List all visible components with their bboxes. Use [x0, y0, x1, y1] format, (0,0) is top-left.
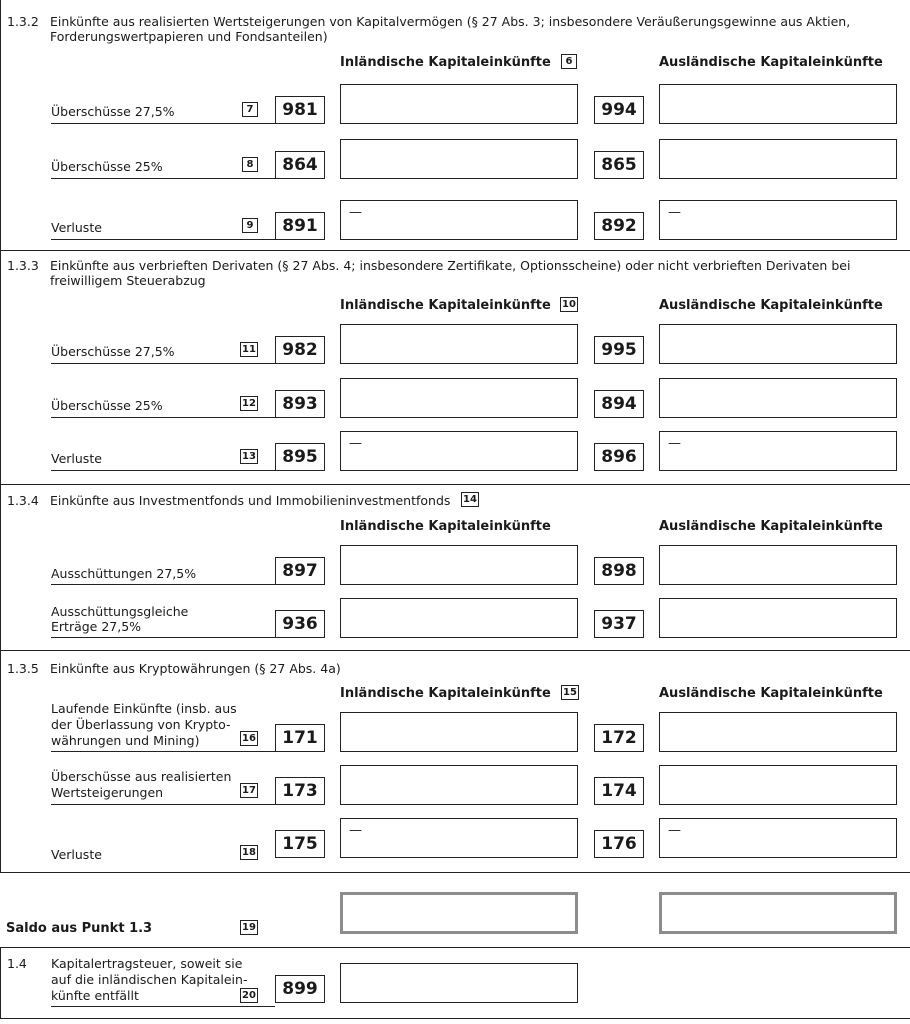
section-divider — [0, 650, 910, 651]
amount-input[interactable] — [659, 765, 897, 805]
amount-input[interactable] — [659, 378, 897, 418]
row-label-line: Kapitalertragsteuer, soweit sie — [51, 956, 243, 971]
section-number: 1.3.2 — [7, 14, 39, 29]
column-header-foreign: Ausländische Kapitaleinkünfte — [659, 55, 883, 70]
row-underline — [51, 239, 275, 240]
kennzahl-box: 982 — [275, 336, 325, 364]
footnote-marker: 20 — [240, 988, 258, 1003]
kennzahl-box: 895 — [275, 443, 325, 471]
amount-input[interactable] — [340, 598, 578, 638]
section-divider — [0, 947, 910, 948]
section-title: Einkünfte aus realisierten Wertsteigerungen von Kapitalvermögen (§ 27 Abs. 3; insbesondere Veräußerungsgewinne aus Aktien, Forderungswertpapieren und Fondsanteilen) — [50, 14, 851, 44]
row-label: Überschüsse 27,5% — [51, 344, 175, 359]
kennzahl-box: 173 — [275, 777, 325, 805]
footnote-marker: 14 — [461, 492, 479, 507]
column-header-foreign: Ausländische Kapitaleinkünfte — [659, 298, 883, 313]
footnote-marker: 18 — [240, 845, 258, 860]
row-underline — [51, 584, 275, 585]
kennzahl-box: 936 — [275, 610, 325, 638]
saldo-domestic-output — [340, 892, 578, 934]
amount-input[interactable] — [659, 139, 897, 179]
section-title: Einkünfte aus verbrieften Derivaten (§ 27 Abs. 4; insbesondere Zertifikate, Optionsscheine) oder nicht verbrieften Derivaten bei freiwilligem Steuerabzug — [50, 258, 851, 288]
section-title: Einkünfte aus Investmentfonds und Immobilieninvestmentfonds — [50, 493, 451, 508]
row-underline — [51, 417, 275, 418]
footnote-marker: 13 — [240, 449, 258, 464]
kennzahl-box: 865 — [594, 151, 644, 179]
amount-input[interactable] — [659, 324, 897, 364]
column-header-domestic: Inländische Kapitaleinkünfte — [340, 298, 551, 313]
row-label-line: währungen und Mining) — [51, 733, 200, 748]
column-header-domestic: Inländische Kapitaleinkünfte — [340, 519, 551, 534]
row-label: Überschüsse 25% — [51, 398, 163, 413]
row-underline — [51, 1006, 275, 1007]
section-divider — [0, 1018, 910, 1019]
kennzahl-box: 176 — [594, 830, 644, 858]
amount-input[interactable]: — — [659, 200, 897, 240]
row-label-line: künfte entfällt — [51, 988, 139, 1003]
kennzahl-box: 994 — [594, 96, 644, 124]
kennzahl-box: 893 — [275, 390, 325, 418]
kennzahl-box: 896 — [594, 443, 644, 471]
footnote-marker: 11 — [240, 342, 258, 357]
amount-input[interactable] — [340, 84, 578, 124]
kennzahl-box: 174 — [594, 777, 644, 805]
section-number: 1.3.4 — [7, 493, 39, 508]
row-label-line: auf die inländischen Kapitalein- — [51, 972, 248, 987]
kennzahl-box: 864 — [275, 151, 325, 179]
amount-input[interactable] — [659, 545, 897, 585]
footnote-marker: 10 — [560, 297, 578, 312]
row-label: Verluste — [51, 220, 102, 235]
section-title: Einkünfte aus Kryptowährungen (§ 27 Abs. 4a) — [50, 661, 341, 676]
footnote-marker: 17 — [240, 783, 258, 798]
row-underline — [51, 363, 275, 364]
saldo-foreign-output — [659, 892, 897, 934]
kennzahl-box: 897 — [275, 557, 325, 585]
kennzahl-box: 172 — [594, 724, 644, 752]
row-label: Ausschüttungen 27,5% — [51, 566, 197, 581]
row-label-line: Erträge 27,5% — [51, 619, 142, 634]
amount-input[interactable] — [340, 545, 578, 585]
section-number: 1.3.3 — [7, 258, 39, 273]
row-label-line: Laufende Einkünfte (insb. aus — [51, 701, 237, 716]
amount-input[interactable] — [659, 598, 897, 638]
kennzahl-box: 894 — [594, 390, 644, 418]
footnote-marker: 19 — [240, 920, 258, 935]
row-label-line: Wertsteigerungen — [51, 785, 164, 800]
amount-input[interactable]: — — [659, 431, 897, 471]
kennzahl-box: 898 — [594, 557, 644, 585]
row-label-line: Überschüsse aus realisierten — [51, 769, 232, 784]
row-underline — [51, 804, 275, 805]
footnote-marker: 12 — [240, 396, 258, 411]
amount-input[interactable] — [340, 378, 578, 418]
row-underline — [51, 178, 275, 179]
amount-input[interactable] — [659, 84, 897, 124]
row-underline — [51, 637, 275, 638]
kennzahl-box: 981 — [275, 96, 325, 124]
column-header-domestic: Inländische Kapitaleinkünfte — [340, 686, 551, 701]
section-divider — [0, 250, 910, 251]
amount-input[interactable] — [340, 324, 578, 364]
row-underline — [51, 470, 275, 471]
amount-input[interactable] — [340, 712, 578, 752]
kennzahl-box: 892 — [594, 212, 644, 240]
row-label-line: Ausschüttungsgleiche — [51, 604, 189, 619]
saldo-label: Saldo aus Punkt 1.3 — [6, 921, 153, 936]
row-underline — [51, 123, 275, 124]
row-label: Überschüsse 25% — [51, 159, 163, 174]
column-header-foreign: Ausländische Kapitaleinkünfte — [659, 686, 883, 701]
kennzahl-box: 937 — [594, 610, 644, 638]
row-underline — [51, 751, 275, 752]
kennzahl-box: 175 — [275, 830, 325, 858]
footnote-marker: 15 — [561, 685, 579, 700]
row-label: Verluste — [51, 451, 102, 466]
kennzahl-box: 899 — [275, 975, 325, 1003]
amount-input[interactable]: — — [340, 818, 578, 858]
footnote-marker: 8 — [242, 157, 258, 172]
row-label: Verluste — [51, 847, 102, 862]
amount-input[interactable] — [340, 139, 578, 179]
footnote-marker: 7 — [242, 102, 258, 117]
footnote-marker: 16 — [240, 731, 258, 746]
footnote-marker: 9 — [242, 218, 258, 233]
kennzahl-box: 891 — [275, 212, 325, 240]
kennzahl-box: 995 — [594, 336, 644, 364]
column-header-foreign: Ausländische Kapitaleinkünfte — [659, 519, 883, 534]
section-number: 1.3.5 — [7, 661, 39, 676]
amount-input[interactable] — [659, 712, 897, 752]
kapitalertragsteuer-input[interactable] — [340, 963, 578, 1003]
row-label: Überschüsse 27,5% — [51, 104, 175, 119]
section-number: 1.4 — [7, 956, 27, 971]
kennzahl-box: 171 — [275, 724, 325, 752]
amount-input[interactable] — [340, 765, 578, 805]
amount-input[interactable]: — — [340, 200, 578, 240]
section-divider — [0, 872, 910, 873]
row-label-line: der Überlassung von Krypto- — [51, 717, 231, 732]
section-divider — [0, 484, 910, 485]
footnote-marker: 6 — [561, 54, 577, 69]
amount-input[interactable]: — — [659, 818, 897, 858]
column-header-domestic: Inländische Kapitaleinkünfte — [340, 55, 551, 70]
amount-input[interactable]: — — [340, 431, 578, 471]
